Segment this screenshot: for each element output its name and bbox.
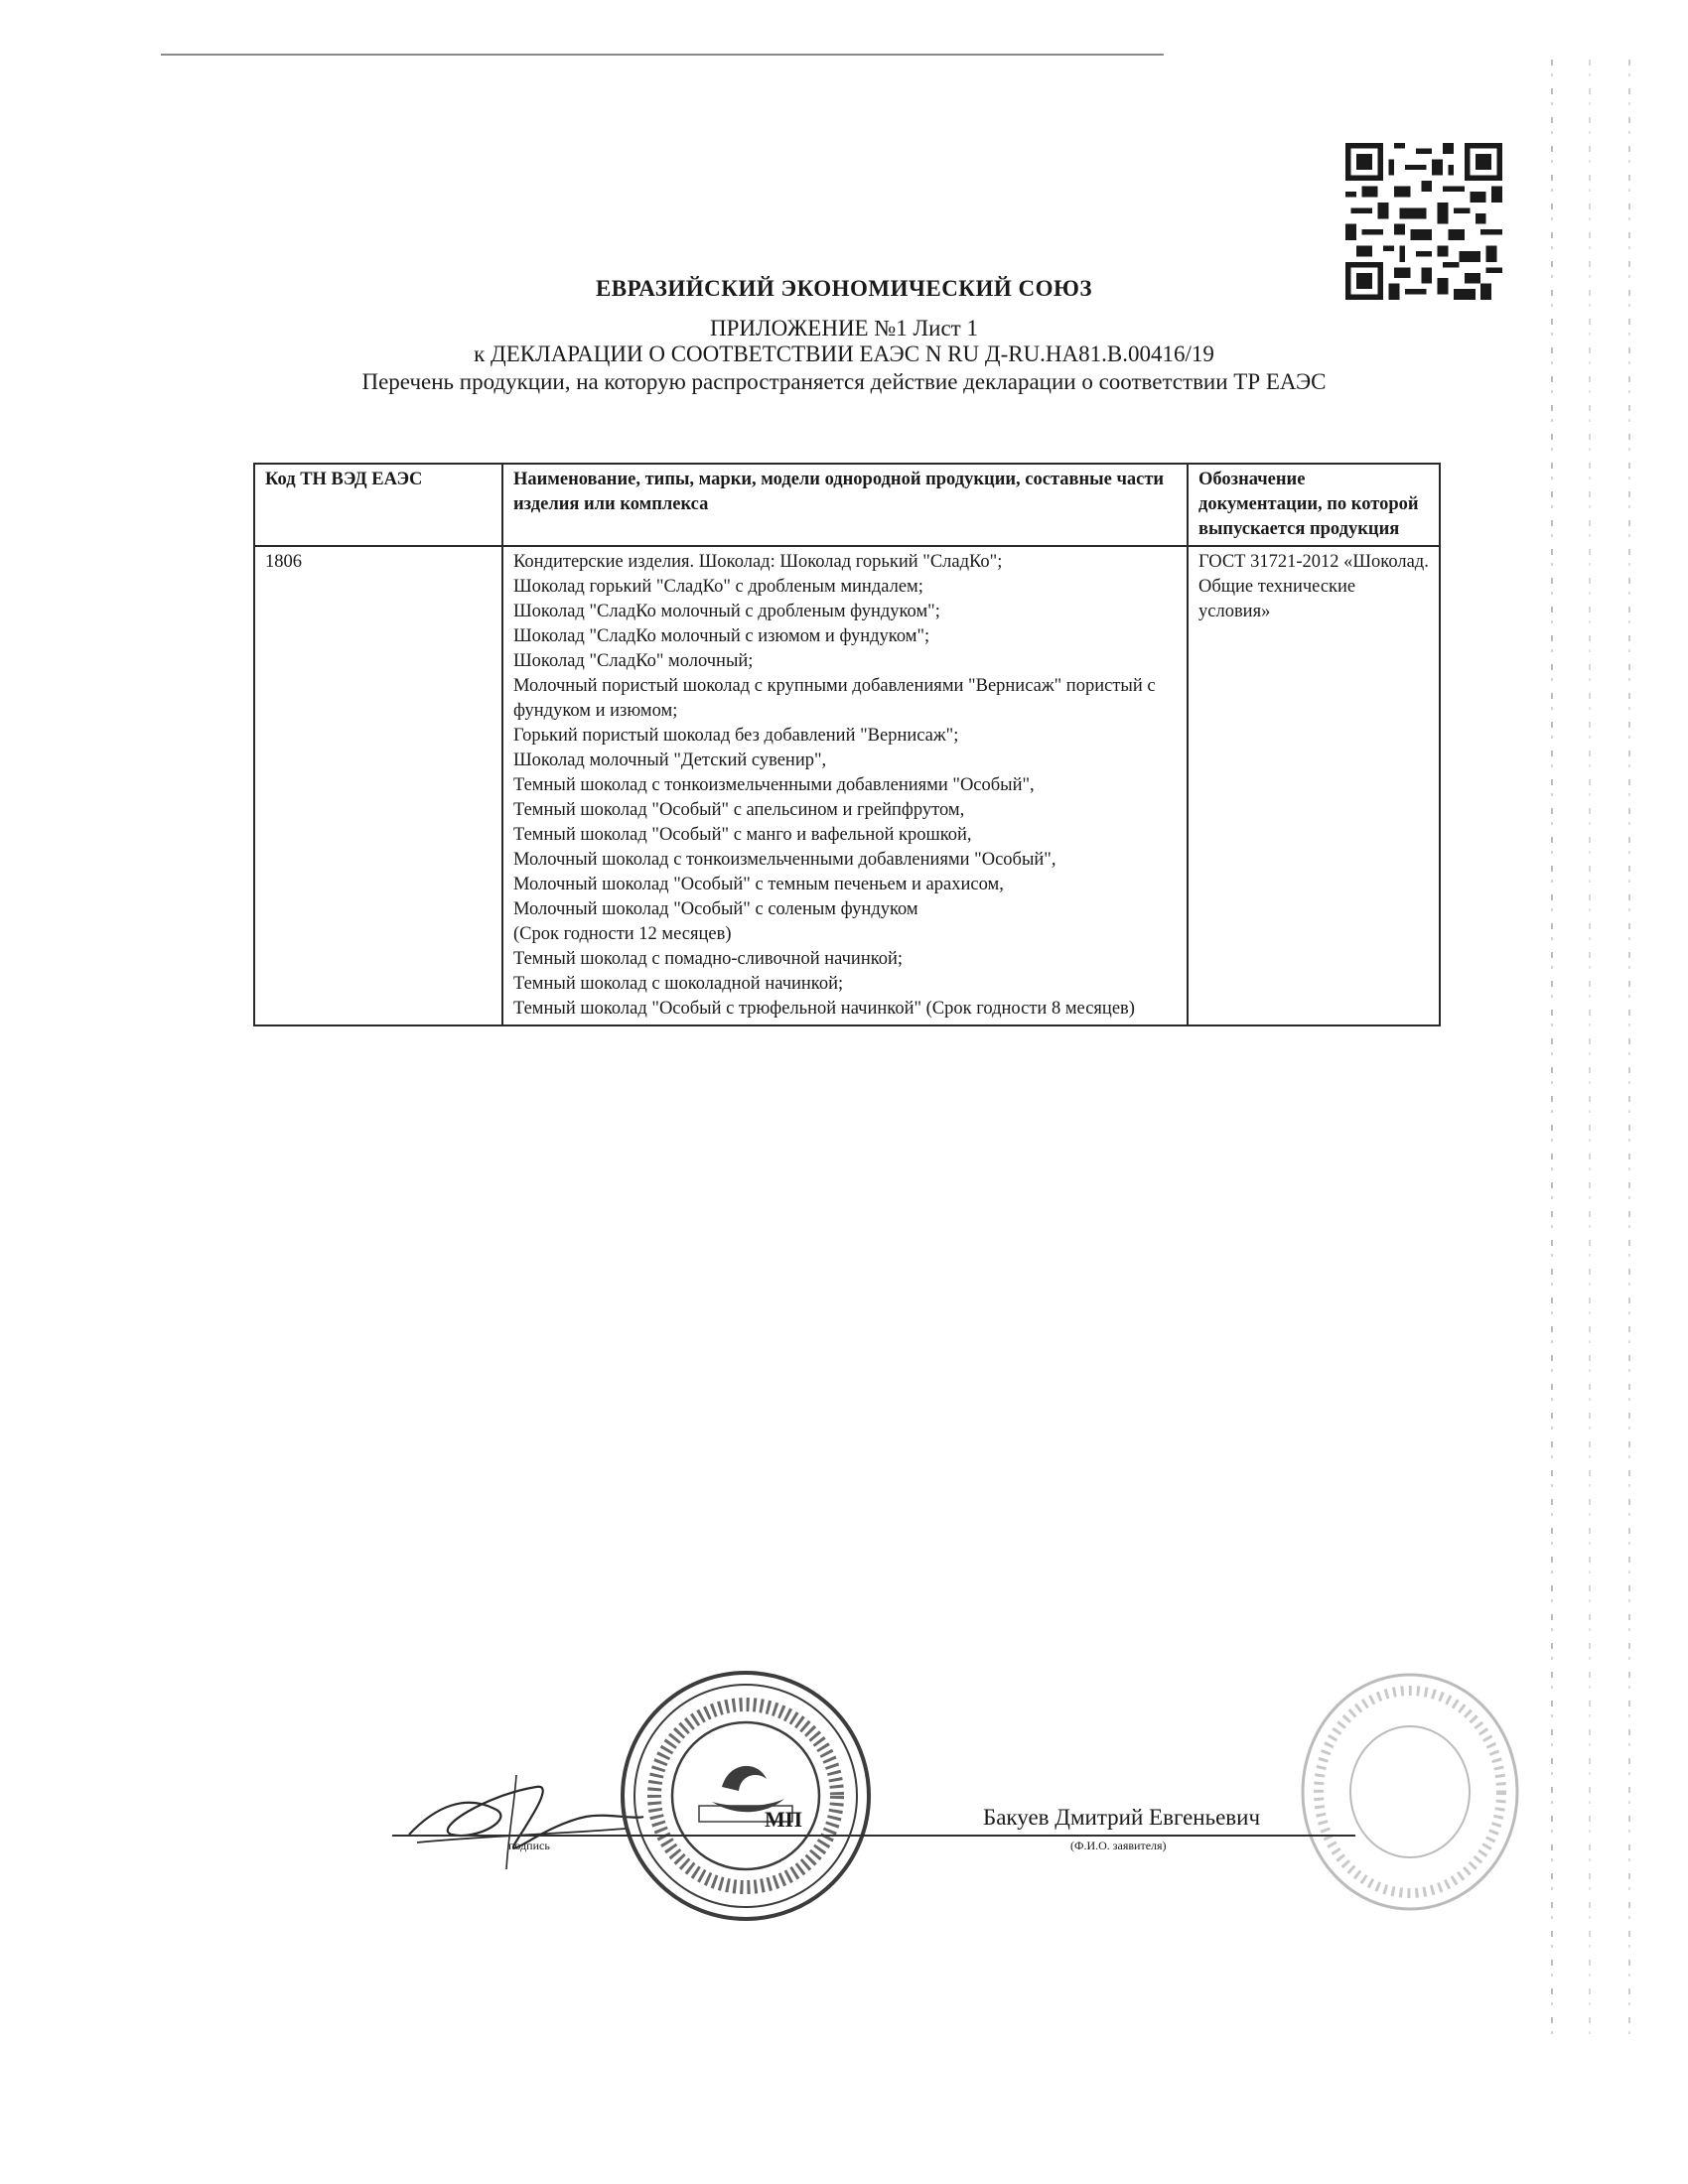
product-line: Шоколад "СладКо молочный с изюмом и фундуком"; bbox=[513, 626, 930, 646]
cell-products bbox=[502, 546, 1188, 1025]
product-line: Молочный шоколад с тонкоизмельченными добавлениями "Особый", bbox=[513, 850, 1056, 870]
header-code: Код ТН ВЭД ЕАЭС bbox=[254, 464, 502, 546]
product-line: Темный шоколад "Особый с трюфельной начинкой" (Срок годности 8 месяцев) bbox=[513, 999, 1135, 1019]
applicant-name-caption: (Ф.И.О. заявителя) bbox=[1070, 1839, 1167, 1852]
seal-stamp-faded bbox=[1296, 1668, 1524, 1916]
cell-code: 1806 bbox=[254, 546, 502, 1025]
applicant-name: Бакуев Дмитрий Евгеньевич bbox=[983, 1805, 1261, 1830]
product-line: Молочный пористый шоколад с крупными добавлениями "Вернисаж" пористый с фундуком и изюмом; bbox=[513, 676, 1156, 721]
product-line: Темный шоколад "Особый" с апельсином и грейпфрутом, bbox=[513, 800, 965, 820]
product-line: (Срок годности 12 месяцев) bbox=[513, 924, 732, 944]
product-line: Темный шоколад с тонкоизмельченными добавлениями "Особый", bbox=[513, 775, 1035, 795]
products-table bbox=[253, 463, 1441, 1026]
product-line: Темный шоколад "Особый" с манго и вафельной крошкой, bbox=[513, 825, 972, 845]
product-line: Темный шоколад с шоколадной начинкой; bbox=[513, 974, 844, 994]
cell-doc: ГОСТ 31721-2012 «Шоколад. Общие технические условия» bbox=[1188, 546, 1440, 1025]
mp-label: МП bbox=[765, 1807, 802, 1832]
header-doc: Обозначение документации, по которой выпускается продукция bbox=[1188, 464, 1440, 546]
product-line: Молочный шоколад "Особый" с соленым фундуком bbox=[513, 899, 918, 919]
handwritten-signature bbox=[397, 1765, 645, 1874]
scan-top-rule bbox=[161, 54, 1164, 56]
table-row bbox=[254, 546, 1440, 1025]
product-line: Кондитерские изделия. Шоколад: Шоколад горький "СладКо"; bbox=[513, 552, 1003, 572]
declaration-reference: к ДЕКЛАРАЦИИ О СООТВЕТСТВИИ ЕАЭС N RU Д-RU.НА81.В.00416/19 bbox=[474, 341, 1214, 366]
product-line: Молочный шоколад "Особый" с темным печеньем и арахисом, bbox=[513, 875, 1004, 894]
product-line: Горький пористый шоколад без добавлений "Вернисаж"; bbox=[513, 726, 959, 746]
product-line: Шоколад "СладКо" молочный; bbox=[513, 651, 754, 671]
signature-caption: подпись bbox=[508, 1839, 550, 1852]
product-line: Темный шоколад с помадно-сливочной начинкой; bbox=[513, 949, 904, 969]
table-header-row bbox=[254, 464, 1440, 546]
appendix-title: ПРИЛОЖЕНИЕ №1 Лист 1 bbox=[710, 316, 978, 341]
header-name: Наименование, типы, марки, модели однородной продукции, составные части изделия или комплекса bbox=[502, 464, 1188, 546]
product-line: Шоколад "СладКо молочный с дробленым фундуком"; bbox=[513, 602, 940, 621]
seal-stamp bbox=[618, 1668, 874, 1924]
product-line: Шоколад горький "СладКо" с дробленым миндалем; bbox=[513, 577, 923, 597]
union-title: ЕВРАЗИЙСКИЙ ЭКОНОМИЧЕСКИЙ СОЮЗ bbox=[595, 276, 1093, 301]
product-line: Шоколад молочный "Детский сувенир", bbox=[513, 751, 827, 770]
signature-line bbox=[392, 1835, 1355, 1837]
products-note: Перечень продукции, на которую распространяется действие декларации о соответствии ТР ЕАЭС bbox=[361, 369, 1327, 394]
